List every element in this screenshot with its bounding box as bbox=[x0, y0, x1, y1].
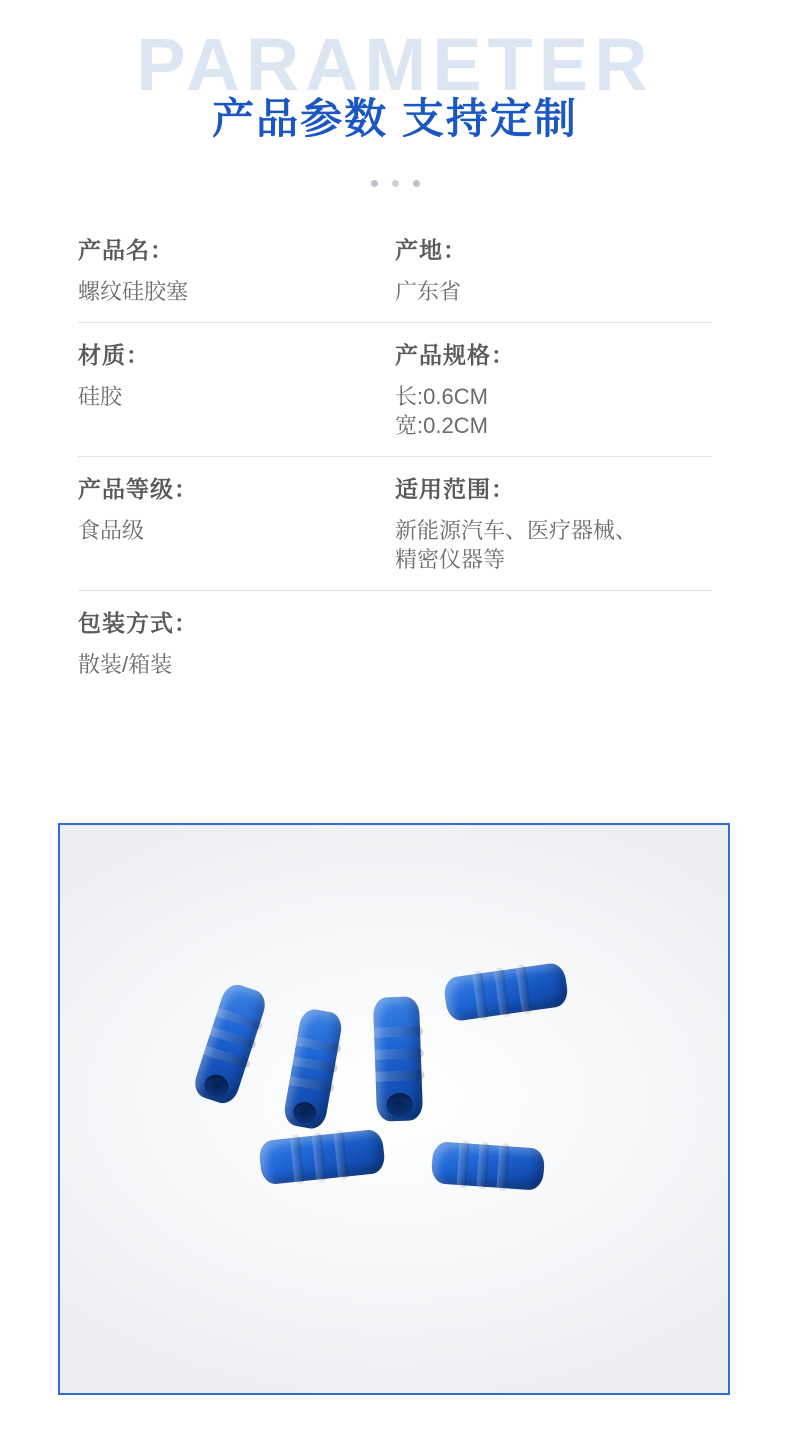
plug-rib bbox=[372, 1048, 424, 1060]
param-value bbox=[395, 516, 704, 574]
param-value-line: 食品级 bbox=[78, 518, 145, 544]
param-label: 适用范围： bbox=[395, 476, 515, 503]
param-cell-specification bbox=[395, 337, 712, 440]
silicone-plug bbox=[431, 1141, 546, 1191]
param-value-line: 硅胶 bbox=[78, 384, 123, 410]
parameter-table bbox=[78, 218, 712, 695]
photo-shadow bbox=[410, 1190, 580, 1236]
param-cell-application bbox=[395, 471, 712, 574]
param-value-line: 精密仪器等 bbox=[395, 547, 506, 573]
param-value bbox=[78, 650, 704, 679]
table-row bbox=[78, 457, 712, 591]
photo-shadow bbox=[430, 1025, 620, 1075]
table-row bbox=[78, 323, 712, 457]
silicone-plug bbox=[373, 996, 423, 1122]
param-value-line: 新能源汽车、医疗器械、 bbox=[395, 518, 638, 544]
param-label: 包装方式： bbox=[78, 610, 198, 637]
table-row bbox=[78, 591, 712, 695]
param-value bbox=[78, 382, 387, 411]
param-cell-grade bbox=[78, 471, 395, 574]
param-label: 产地： bbox=[395, 237, 467, 263]
param-value bbox=[78, 516, 387, 545]
param-value bbox=[395, 382, 704, 440]
separator-dot-1 bbox=[371, 180, 378, 187]
param-label: 产品规格： bbox=[395, 342, 515, 369]
param-label: 材质： bbox=[78, 342, 150, 369]
param-value bbox=[395, 277, 704, 306]
param-value-line: 螺纹硅胶塞 bbox=[78, 279, 189, 304]
silicone-plug bbox=[443, 962, 570, 1023]
param-value-line: 宽:0.2CM bbox=[395, 413, 488, 439]
param-value-line: 散装/箱装 bbox=[78, 652, 173, 678]
param-cell-product-name bbox=[78, 232, 395, 306]
param-cell-origin bbox=[395, 232, 712, 306]
param-label: 产品名： bbox=[78, 237, 174, 263]
photo-shadow bbox=[240, 1180, 430, 1230]
product-photo-frame bbox=[58, 823, 730, 1395]
product-photo bbox=[60, 825, 728, 1393]
separator-dot-3 bbox=[413, 180, 420, 187]
page-title: 产品参数 支持定制 bbox=[212, 95, 578, 142]
param-cell-material bbox=[78, 337, 395, 440]
separator-dot-2 bbox=[392, 180, 399, 187]
watermark-text: PARAMETER bbox=[136, 23, 654, 106]
dot-separator bbox=[0, 180, 790, 187]
param-label: 产品等级： bbox=[78, 476, 198, 503]
page-header bbox=[0, 0, 790, 200]
table-row bbox=[78, 218, 712, 323]
param-value-line: 广东省 bbox=[395, 279, 462, 304]
plug-rib bbox=[372, 1070, 424, 1082]
param-cell-packaging bbox=[78, 605, 712, 679]
param-value bbox=[78, 277, 387, 306]
silicone-plug bbox=[258, 1129, 386, 1186]
param-value-line: 长:0.6CM bbox=[395, 384, 488, 410]
plug-rib bbox=[371, 1026, 423, 1038]
